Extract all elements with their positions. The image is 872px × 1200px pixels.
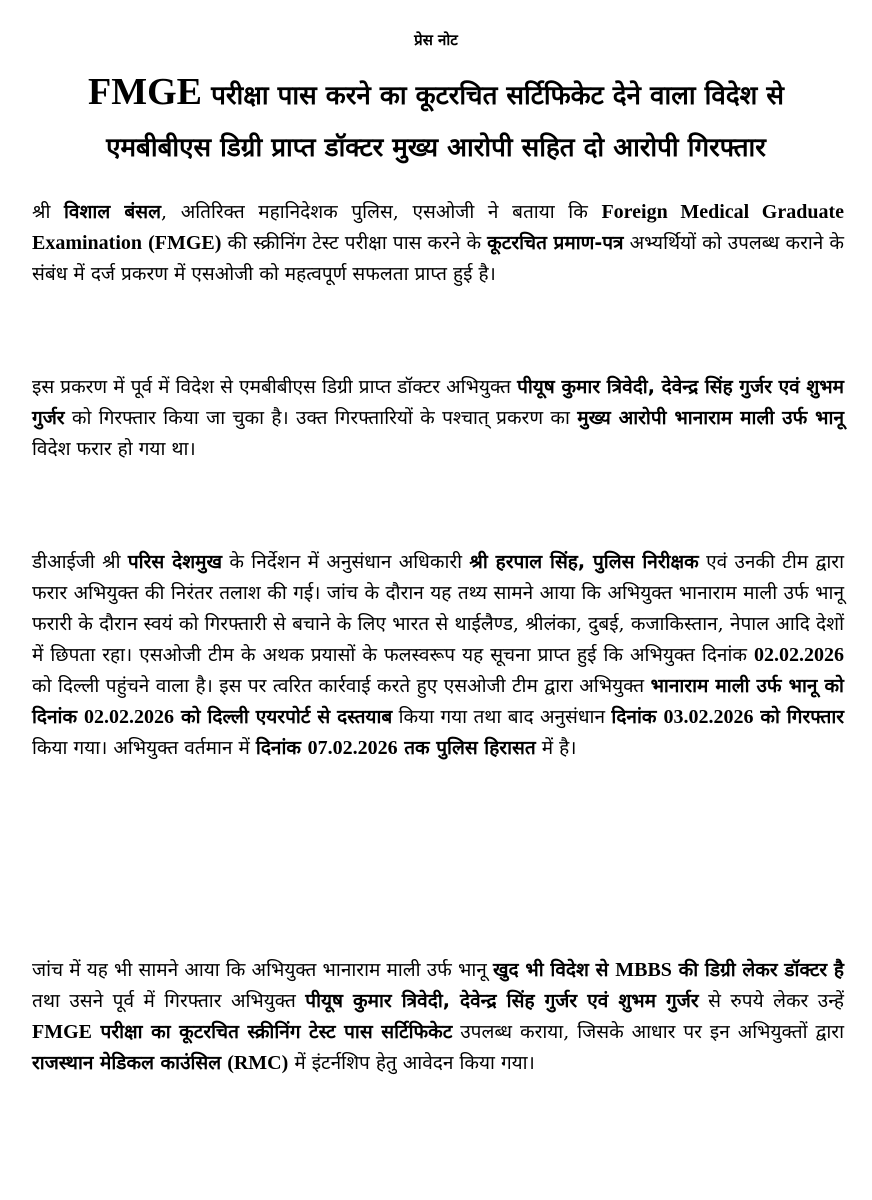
p4-bold: राजस्थान मेडिकल काउंसिल [32, 1052, 222, 1074]
p3-bold: को दिल्ली एयरपोर्ट से दस्तयाब [174, 706, 393, 728]
p1-text: , अतिरिक्त महानिदेशक पुलिस, एसओजी ने बताया कि [161, 201, 602, 223]
p3-date: 03.02.2026 [663, 706, 754, 728]
p3-bold: श्री हरपाल सिंह, पुलिस निरीक्षक [469, 551, 699, 573]
p1-text: श्री [32, 201, 65, 223]
paragraph-3 [32, 547, 844, 764]
p3-bold: भानाराम माली उर्फ भानू को दिनांक [32, 675, 844, 728]
p4-text: जांच में यह भी सामने आया कि अभियुक्त भानाराम माली उर्फ भानू [32, 959, 493, 981]
p4-text: में इंटर्नशिप हेतु आवेदन किया गया। [288, 1052, 535, 1074]
p4-bold: पीयूष कुमार त्रिवेदी, देवेन्द्र सिंह गुर्जर एवं शुभम गुर्जर [305, 990, 699, 1012]
p3-text: के निर्देशन में अनुसंधान अधिकारी [222, 551, 470, 573]
paragraph-2 [32, 372, 844, 465]
paragraph-4 [32, 955, 844, 1079]
headline-line2: एमबीबीएस डिग्री प्राप्त डॉक्टर मुख्य आरोपी सहित दो आरोपी गिरफ्तार [106, 133, 766, 163]
p1-exam-acronym: (FMGE) [148, 232, 222, 254]
p2-text: को गिरफ्तार किया जा चुका है। उक्त गिरफ्तारियों के पश्चात् प्रकरण का [64, 407, 578, 429]
p3-text: एवं उनकी टीम द्वारा फरार अभियुक्त की निरंतर तलाश की गई। जांच के दौरान यह तथ्य सामने आया कि अभियुक्त भानाराम माली उर्फ भानू फरारी के दौरान स्वयं को गिरफ्तारी से बचाने के लिए भारत से थाईलैण्ड, श्रीलंका, दुबई, कजाकिस्तान, नेपाल आदि देशों में छिपता रहा। एसओजी टीम के अथक प्रयासों के फलस्वरूप यह सूचना प्राप्त हुई कि अभियुक्त दिनांक [32, 551, 844, 666]
p3-date: 02.02.2026 [754, 644, 844, 666]
p1-text: की स्क्रीनिंग टेस्ट परीक्षा पास करने के [221, 232, 488, 254]
p1-exam-fullname: Foreign Medical Graduate Examination [32, 201, 845, 254]
p2-bold: मुख्य आरोपी भानाराम माली उर्फ भानू [577, 407, 844, 429]
p4-bold: खुद भी विदेश से [493, 959, 616, 981]
p3-bold: को गिरफ्तार [753, 706, 845, 728]
p4-exam-acronym: FMGE [32, 1021, 92, 1043]
p1-bold: विशाल बंसल [64, 201, 162, 223]
p3-text: को दिल्ली पहुंचने वाला है। इस पर त्वरित कार्रवाई करते हुए एसओजी टीम द्वारा अभियुक्त [32, 675, 651, 697]
p3-text: किया गया। अभियुक्त वर्तमान में [32, 737, 256, 759]
p3-date: 07.02.2026 [307, 737, 398, 759]
p2-bold: पीयूष कुमार त्रिवेदी, देवेन्द्र सिंह गुर्जर एवं शुभम गुर्जर [32, 376, 844, 429]
paragraph-1 [32, 197, 844, 290]
p3-bold: परिस देशमुख [127, 551, 223, 573]
p4-text: उपलब्ध कराया, जिसके आधार पर इन अभियुक्तों द्वारा [452, 1021, 844, 1043]
headline [20, 66, 852, 174]
p3-text: डीआईजी श्री [32, 551, 128, 573]
p1-text: अभ्यर्थियों को उपलब्ध कराने के संबंध में दर्ज प्रकरण में एसओजी को महत्वपूर्ण सफलता प्राप्त हुई है। [32, 232, 845, 285]
p2-text: विदेश फरार हो गया था। [32, 438, 196, 460]
p4-text: से रुपये लेकर उन्हें [698, 990, 844, 1012]
p3-bold: तक पुलिस हिरासत [397, 737, 536, 759]
p4-degree: MBBS [615, 959, 672, 981]
p4-council-acronym: (RMC) [227, 1052, 289, 1074]
p3-bold: दिनांक [611, 706, 664, 728]
headline-line1: परीक्षा पास करने का कूटरचित सर्टिफिकेट देने वाला विदेश से [202, 81, 784, 111]
p4-bold: परीक्षा का कूटरचित स्क्रीनिंग टेस्ट पास सर्टिफिकेट [92, 1021, 453, 1043]
p2-text: इस प्रकरण में पूर्व में विदेश से एमबीबीएस डिग्री प्राप्त डॉक्टर अभियुक्त [32, 376, 518, 398]
p4-text: तथा उसने पूर्व में गिरफ्तार अभियुक्त [32, 990, 306, 1012]
headline-exam-name: FMGE [88, 71, 203, 113]
p3-date: 02.02.2026 [84, 706, 175, 728]
press-note-label: प्रेस नोट [414, 31, 458, 49]
p3-text: में है। [535, 737, 577, 759]
p3-bold: दिनांक [255, 737, 308, 759]
p1-bold: कूटरचित प्रमाण-पत्र [487, 232, 624, 254]
p3-text: किया गया तथा बाद अनुसंधान [392, 706, 612, 728]
p4-bold: की डिग्री लेकर डॉक्टर है [671, 959, 844, 981]
